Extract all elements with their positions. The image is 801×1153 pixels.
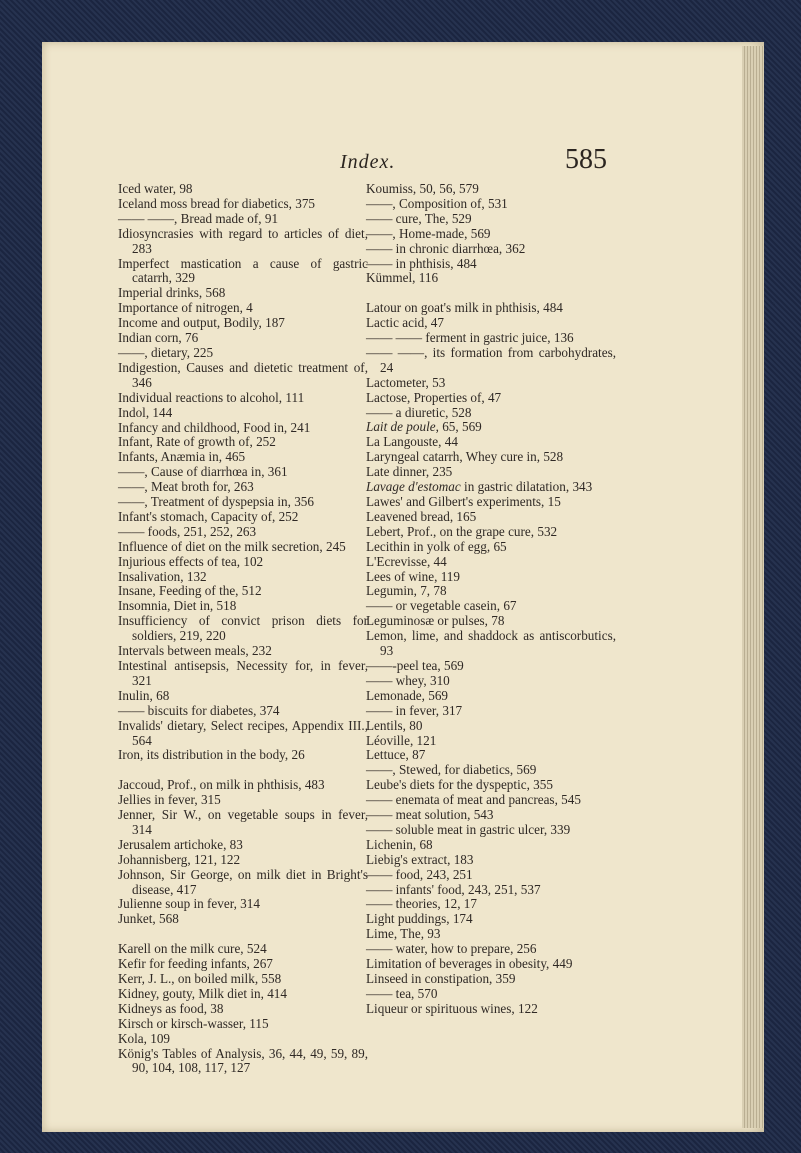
index-letter-gap — [118, 927, 368, 942]
index-entry: Jerusalem artichoke, 83 — [118, 836, 243, 852]
index-entry: —— meat solution, 543 — [366, 807, 494, 823]
index-entry: Income and output, Bodily, 187 — [118, 315, 285, 331]
index-entry: Limitation of beverages in obesity, 449 — [366, 956, 573, 972]
index-entry: Kidneys as food, 38 — [118, 1000, 224, 1016]
index-entry: —— a diuretic, 528 — [366, 404, 472, 420]
index-entry: La Langouste, 44 — [366, 434, 458, 450]
index-entry: ——, Meat broth for, 263 — [118, 479, 254, 495]
index-entry: ——, Composition of, 531 — [366, 195, 508, 211]
index-entry: Johannisberg, 121, 122 — [118, 851, 241, 867]
index-entry: Johnson, Sir George, on milk diet in Bright's disease, 417 — [118, 866, 368, 897]
index-entry: ——-peel tea, 569 — [366, 657, 464, 673]
index-entry: Lecithin in yolk of egg, 65 — [366, 538, 507, 554]
index-entry: —— theories, 12, 17 — [366, 896, 477, 912]
running-head: Index. — [340, 151, 396, 173]
index-entry: Infants, Anæmia in, 465 — [118, 449, 246, 465]
index-entry: Light puddings, 174 — [366, 911, 473, 927]
index-entry: Laryngeal catarrh, Whey cure in, 528 — [366, 449, 564, 465]
index-entry: Lactometer, 53 — [366, 374, 446, 390]
index-entry: Leube's diets for the dyspeptic, 355 — [366, 777, 553, 793]
index-entry: Junket, 568 — [118, 911, 179, 927]
index-entry: —— —— ferment in gastric juice, 136 — [366, 330, 574, 346]
index-entry: Indol, 144 — [118, 404, 173, 420]
index-entry: Latour on goat's milk in phthisis, 484 — [366, 300, 563, 316]
index-entry: Inulin, 68 — [118, 687, 170, 703]
index-entry: Intestinal antisepsis, Necessity for, in fever, 321 — [118, 658, 368, 688]
index-entry: Iceland moss bread for diabetics, 375 — [118, 195, 316, 211]
index-entry-rest: , 65, 569 — [435, 419, 482, 435]
index-entry: Lemon, lime, and shaddock as antiscorbutics, 93 — [366, 628, 616, 659]
index-entry: ——, Treatment of dyspepsia in, 356 — [118, 494, 314, 510]
index-entry: Lebert, Prof., on the grape cure, 532 — [366, 523, 558, 539]
index-entry: ——, Home-made, 569 — [366, 225, 491, 241]
index-entry: —— enemata of meat and pancreas, 545 — [366, 792, 581, 808]
index-entry: Kidney, gouty, Milk diet in, 414 — [118, 985, 287, 1001]
index-entry: Infancy and childhood, Food in, 241 — [118, 419, 311, 435]
index-letter-gap — [118, 763, 368, 778]
index-entry: Kümmel, 116 — [366, 270, 439, 286]
index-entry: —— ——, Bread made of, 91 — [118, 210, 279, 226]
index-entry: ——, Cause of diarrhœa in, 361 — [118, 464, 288, 480]
index-letter-gap — [366, 286, 616, 301]
index-entry: Lettuce, 87 — [366, 747, 426, 763]
index-entry: Lichenin, 68 — [366, 836, 433, 852]
index-entry: —— in chronic diarrhœa, 362 — [366, 240, 526, 256]
index-entry: Lactic acid, 47 — [366, 315, 444, 331]
index-entry: —— biscuits for diabetes, 374 — [118, 702, 280, 718]
index-entry-italic-term: Lavage d'estomac — [366, 479, 461, 495]
index-entry: —— water, how to prepare, 256 — [366, 941, 537, 957]
index-entry: —— food, 243, 251 — [366, 866, 473, 882]
index-entry — [366, 420, 616, 435]
index-entry: Individual reactions to alcohol, 111 — [118, 389, 305, 405]
index-entry: Leavened bread, 165 — [366, 508, 477, 524]
index-entry: —— ——, its formation from carbohydrates, 24 — [366, 344, 616, 375]
index-entry: Kola, 109 — [118, 1030, 171, 1046]
index-entry: Léoville, 121 — [366, 732, 437, 748]
index-entry: Iced water, 98 — [118, 181, 193, 196]
index-entry: Injurious effects of tea, 102 — [118, 553, 264, 569]
index-entry: Imperial drinks, 568 — [118, 285, 226, 301]
index-entry: ——, Stewed, for diabetics, 569 — [366, 762, 537, 778]
index-entry: —— cure, The, 529 — [366, 210, 472, 226]
index-entry: Imperfect mastication a cause of gastric catarrh, 329 — [118, 255, 368, 286]
index-entry: —— whey, 310 — [366, 672, 450, 688]
index-entry: —— in phthisis, 484 — [366, 255, 477, 271]
index-entry: Kefir for feeding infants, 267 — [118, 956, 273, 972]
index-entry: Influence of diet on the milk secretion, 245 — [118, 538, 346, 554]
index-entry: Linseed in constipation, 359 — [366, 971, 516, 987]
index-entry: Lactose, Properties of, 47 — [366, 389, 502, 405]
index-entry: Karell on the milk cure, 524 — [118, 941, 267, 957]
page-leaves-edge — [742, 46, 764, 1128]
index-entry: Importance of nitrogen, 4 — [118, 300, 253, 316]
index-entry: —— in fever, 317 — [366, 702, 463, 718]
index-entry: Kerr, J. L., on boiled milk, 558 — [118, 971, 282, 986]
index-entry: —— or vegetable casein, 67 — [366, 598, 517, 614]
index-entry: —— soluble meat in gastric ulcer, 339 — [366, 821, 571, 837]
index-entry: Infant, Rate of growth of, 252 — [118, 434, 276, 450]
index-entry: Insufficiency of convict prison diets for soldiers, 219, 220 — [118, 613, 368, 644]
index-entry: Liebig's extract, 183 — [366, 851, 474, 867]
page-number: 585 — [565, 144, 607, 175]
index-entry: Lemonade, 569 — [366, 687, 449, 703]
index-entry: Insalivation, 132 — [118, 568, 207, 584]
index-entry: Kirsch or kirsch-wasser, 115 — [118, 1015, 269, 1031]
index-entry: Lime, The, 93 — [366, 926, 441, 942]
index-entry-italic-term: Lait de poule — [366, 419, 436, 435]
index-entry: Jellies in fever, 315 — [118, 792, 221, 808]
index-entry: Leguminosæ or pulses, 78 — [366, 613, 505, 629]
index-entry: Invalids' dietary, Select recipes, Appendix III., 564 — [118, 717, 368, 748]
index-entry: Liqueur or spirituous wines, 122 — [366, 1000, 538, 1016]
index-entry: Koumiss, 50, 56, 579 — [366, 181, 479, 196]
index-entry: Lawes' and Gilbert's experiments, 15 — [366, 494, 561, 510]
index-entry: Infant's stomach, Capacity of, 252 — [118, 508, 299, 524]
index-entry: Insomnia, Diet in, 518 — [118, 598, 237, 614]
index-entry: Jenner, Sir W., on vegetable soups in fever, 314 — [118, 807, 368, 837]
index-entry — [366, 480, 616, 495]
index-entry: Late dinner, 235 — [366, 464, 453, 480]
index-column-left — [118, 182, 368, 1076]
index-entry: ——, dietary, 225 — [118, 344, 214, 360]
index-entry: —— infants' food, 243, 251, 537 — [366, 881, 541, 897]
index-entry: L'Ecrevisse, 44 — [366, 553, 447, 569]
index-entry: König's Tables of Analysis, 36, 44, 49, 59, 89, 90, 104, 108, 117, 127 — [118, 1045, 368, 1076]
index-entry: Julienne soup in fever, 314 — [118, 896, 260, 912]
index-entry: Idiosyncrasies with regard to articles of diet, 283 — [118, 225, 368, 256]
index-entry: —— tea, 570 — [366, 985, 438, 1001]
index-entry: —— foods, 251, 252, 263 — [118, 523, 257, 539]
index-entry: Lentils, 80 — [366, 717, 423, 733]
index-entry: Legumin, 7, 78 — [366, 583, 447, 599]
index-entry: Indigestion, Causes and dietetic treatment of, 346 — [118, 359, 368, 390]
index-entry: Lees of wine, 119 — [366, 568, 460, 584]
index-column-right — [366, 182, 616, 1017]
index-entry: Iron, its distribution in the body, 26 — [118, 747, 305, 763]
index-entry-rest: in gastric dilatation, 343 — [460, 479, 593, 495]
index-entry: Indian corn, 76 — [118, 330, 199, 346]
index-entry: Intervals between meals, 232 — [118, 643, 272, 659]
index-entry: Insane, Feeding of the, 512 — [118, 583, 262, 599]
index-entry: Jaccoud, Prof., on milk in phthisis, 483 — [118, 777, 325, 793]
